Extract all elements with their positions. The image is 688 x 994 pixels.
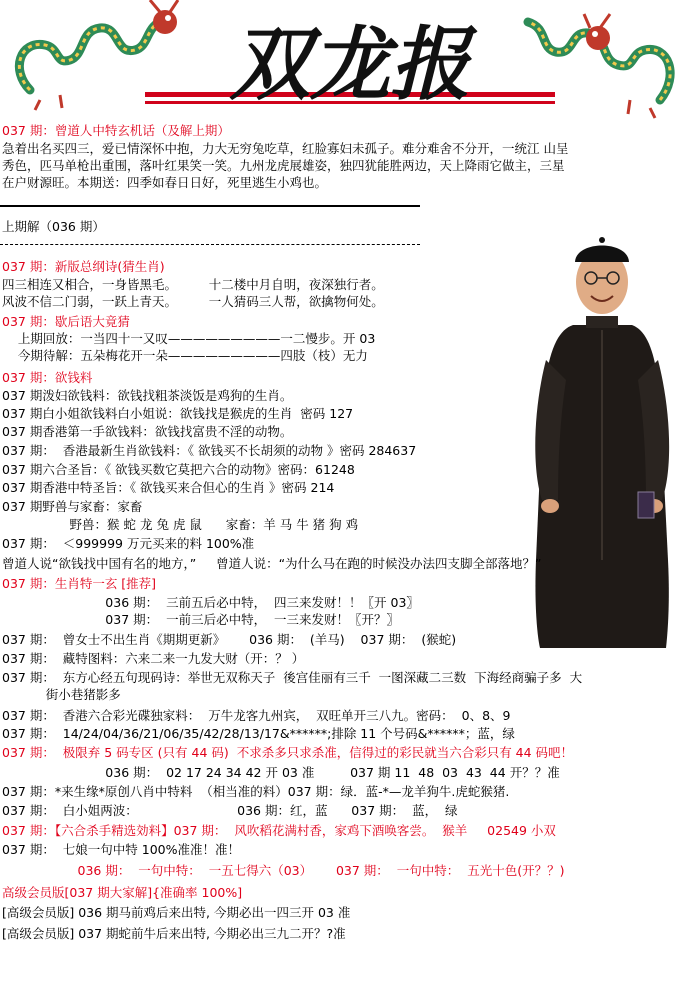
text-line: [高级会员版] 036 期马前鸡后来出特, 今期必出一四三开 03 准 xyxy=(2,905,351,920)
text-line: 037 期：生肖特一玄 [推荐] xyxy=(2,576,157,591)
text-line: 037 期六合圣旨：《 欲钱买数它莫把六合的动物》密码：61248 xyxy=(2,462,355,477)
text-line: 上期回放：一当四十一又叹—————————一二慢步。开 03 xyxy=(2,331,376,346)
text-line: 037 期： 七娘一句中特 100%准准！准！ xyxy=(2,842,240,857)
text-line: 037 期： ＜999999 万元买来的料 100%准 xyxy=(2,536,255,551)
text-line: 037 期： 藏特图料：六来二来一九发大财（开：？ ） xyxy=(2,651,305,666)
text-line: 在户财源旺。本期送：四季如春日日好，死里逃生小鸡也。 xyxy=(2,175,328,190)
double-rule xyxy=(0,205,420,207)
text-line: 风波不信二门弱，一跃上青天。 一人猜码三人帮，欲擒物何处。 xyxy=(2,294,384,309)
text-line: 037 期： 白小姐两波： 036 期：红，蓝 037 期： 蓝， 绿 xyxy=(2,803,458,818)
text-line: 037 期香港中特圣旨：《 欲钱买来合但心的生肖 》密码 214 xyxy=(2,480,335,495)
text-line: 曾道人说“欲钱找中国有名的地方，” 曾道人说：“为什么马在跑的时候没办法四支脚全部落地？” xyxy=(2,556,542,571)
text-line: 急着出名买四三，爱已情深怀中抱，力大无穷兔吃草，红脸寡妇未孤子。难分难舍不分开，一统江 山呈 xyxy=(2,141,569,156)
text-line: 037 期： 一前三后必中特， 一三来发财！〖开？〗 xyxy=(2,612,400,627)
text-line: 037 期：*来生缘*原创八肖中特料 （相当准的料）037 期：绿．蓝-*—龙羊狗牛.虎蛇猴猪. xyxy=(2,784,510,799)
man-photo xyxy=(528,230,678,650)
text-line: 036 期： 三前五后必中特， 四三来发财！！〖开 03〗 xyxy=(2,595,419,610)
text-line: 037 期：曾道人中特玄机话（及解上期） xyxy=(2,123,230,138)
text-line: 街小巷猪影多 xyxy=(2,687,121,702)
text-line: 037 期：欲钱料 xyxy=(2,370,93,385)
text-line: 秀色，匹马单枪出重围，落叶红果笑一笑。九州龙虎展雄姿，独四犹能胜两边，天上降雨它做主，三星 xyxy=(2,158,565,173)
text-line: 037 期白小姐欲钱料白小姐说：欲钱找是猴虎的生肖 密码 127 xyxy=(2,406,354,421)
text-line: 037 期：新版总纲诗(猜生肖) xyxy=(2,259,165,274)
dashed-rule xyxy=(0,244,420,245)
header-banner xyxy=(0,0,688,120)
text-line: 037 期香港第一手欲钱料：欲钱找富贵不淫的动物。 xyxy=(2,424,293,439)
text-line: 037 期： 香港六合彩光碟独家料： 万牛龙客九州宾， 双旺单开三八九。密码： 0、8、9 xyxy=(2,708,511,723)
text-line: 036 期： 02 17 24 34 42 开 03 准 037 期 11 48 03 43 44 开？？准 xyxy=(2,765,560,780)
text-line: 037 期：【六合杀手精选効料】037 期： 风吹稻花满村香，家鸡下酒唤客尝。 猴羊 02549 小双 xyxy=(2,823,556,838)
text-line: 037 期野兽与家畜：家畜 xyxy=(2,499,143,514)
text-line: 上期解（036 期） xyxy=(2,219,105,234)
text-line: 037 期： 香港最新生肖欲钱料：《 欲钱买不长胡须的动物 》密码 284637 xyxy=(2,443,417,458)
text-line: 037 期： 极限弃 5 码专区 (只有 44 码) 不求杀多只求杀准，信得过的彩民就当六合彩只有 44 码吧！ xyxy=(2,745,574,760)
text-line: 037 期泼妇欲钱料：欲钱找粗茶淡饭是鸡狗的生肖。 xyxy=(2,388,293,403)
text-line: 036 期： 一句中特： 一五七得六（03） 037 期： 一句中特： 五光十色(开？？) xyxy=(2,863,565,878)
text-line: 野兽：猴 蛇 龙 兔 虎 鼠 家畜：羊 马 牛 猪 狗 鸡 xyxy=(2,517,359,532)
text-line: 今期待解：五朵梅花开一朵—————————四肢（枝）无力 xyxy=(2,348,368,363)
text-line: 037 期： 东方心经五句现码诗：举世无双称天子 後宫佳丽有三千 一图深藏二三数 下海经商骗子多 大 xyxy=(2,670,583,685)
text-line: [高级会员版] 037 期蛇前牛后来出特, 今期必出三九二开？?准 xyxy=(2,926,346,941)
text-line: 037 期： 曾女士不出生肖《期期更新》 036 期： (羊马) 037 期： (猴蛇) xyxy=(2,632,457,647)
text-line: 高级会员版[037 期大家解]{准确率 100%] xyxy=(2,885,243,900)
text-line: 四三相连又相合，一身皆黑毛。 十二楼中月自明，夜深独行者。 xyxy=(2,277,384,292)
masthead-title: 双龙报 xyxy=(230,17,470,111)
text-line: 037 期： 14/24/04/36/21/06/35/42/28/13/17&******;排除 11 个号码&******；蓝，绿 xyxy=(2,726,515,741)
text-line: 037 期：歇后语大竟猜 xyxy=(2,314,130,329)
